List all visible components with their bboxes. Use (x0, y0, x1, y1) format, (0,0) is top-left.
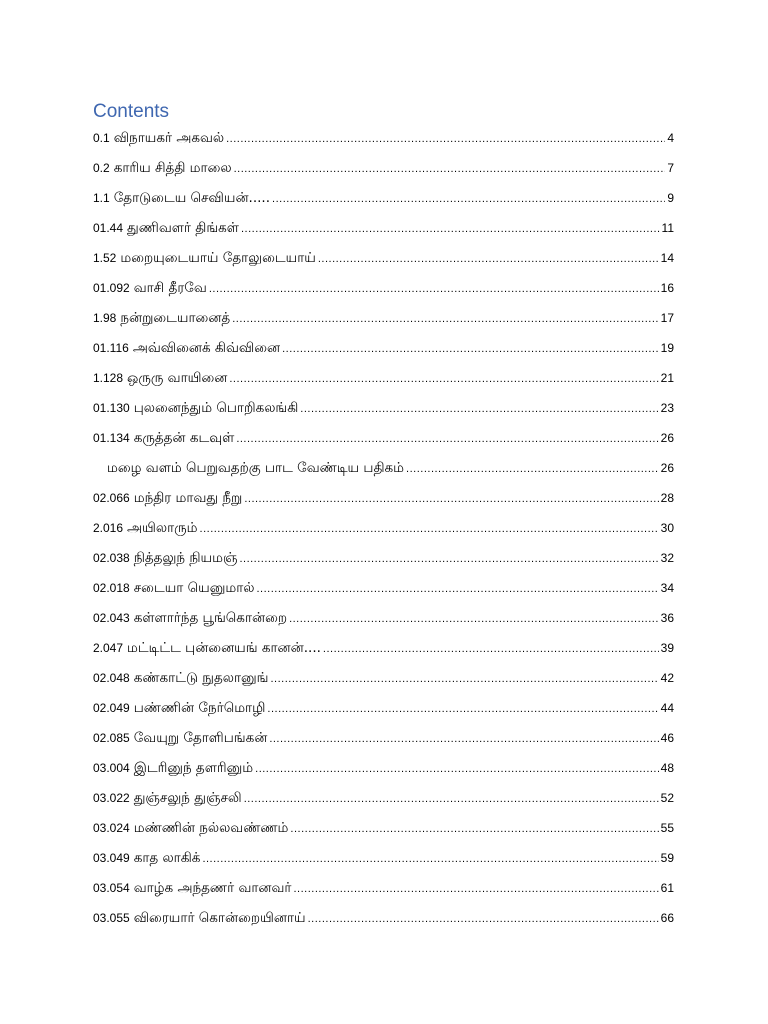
toc-entry-number: 02.043 (93, 611, 130, 625)
dot-leader (323, 643, 659, 655)
toc-heading: Contents (93, 101, 170, 122)
toc-entry-number: 2.016 (93, 521, 124, 535)
toc-entry-page: 61 (660, 881, 674, 895)
toc-entry[interactable] (93, 130, 674, 150)
toc-entry-number: 0.2 (93, 161, 110, 175)
toc-entry[interactable] (93, 790, 674, 810)
toc-entry-number: 02.049 (93, 701, 130, 715)
toc-entry-title: அவ்வினைக் கிவ்வினை (132, 340, 281, 356)
toc-entry-title: பண்ணின் நேர்மொழி (133, 700, 266, 716)
toc-entry-number: 1.52 (93, 251, 117, 265)
dot-leader (236, 433, 658, 445)
toc-entry-number: 1.98 (93, 311, 117, 325)
toc-entry[interactable] (93, 850, 674, 870)
toc-entry-page: 11 (661, 221, 674, 235)
dot-leader (209, 283, 659, 295)
dot-leader (244, 793, 659, 805)
toc-entry[interactable] (93, 880, 674, 900)
toc-entry-number: 03.024 (93, 821, 130, 835)
toc-entry-page: 55 (660, 821, 674, 835)
toc-entry[interactable] (93, 400, 674, 420)
toc-entry-title: வாழ்க அந்தணர் வானவர் (133, 880, 292, 896)
toc-entry-page: 52 (660, 791, 674, 805)
toc-entry[interactable] (93, 640, 674, 660)
toc-entry[interactable] (93, 280, 674, 300)
toc-entry-title: நன்றுடையானைத் (120, 310, 231, 326)
toc-entry-number: 1.128 (93, 371, 124, 385)
toc-entry-page: 4 (667, 131, 674, 145)
toc-entry-page: 14 (660, 251, 674, 265)
dot-leader (255, 763, 659, 775)
toc-entry-number: 03.055 (93, 911, 130, 925)
dot-leader (293, 883, 658, 895)
toc-entry-page: 48 (660, 761, 674, 775)
toc-entry-title: மறையுடையாய் தோலுடையாய் (120, 250, 316, 266)
toc-entry-number: 01.130 (93, 401, 130, 415)
dot-leader (272, 193, 665, 205)
toc-entry-page: 39 (660, 641, 674, 655)
dot-leader (232, 313, 658, 325)
toc-entry-number: 02.085 (93, 731, 130, 745)
toc-entry-title: வாசி தீரவே (133, 280, 207, 296)
toc-entry-title: ஒருரு வாயினை (127, 370, 228, 386)
toc-entry[interactable] (93, 550, 674, 570)
toc-entry[interactable] (93, 910, 674, 930)
toc-entry-number: 2.047 (93, 641, 124, 655)
toc-entry-page: 9 (667, 191, 674, 205)
toc-entry-page: 19 (660, 341, 674, 355)
toc-entry-title: மண்ணின் நல்லவண்ணம் (133, 820, 289, 836)
toc-entry-page: 59 (660, 851, 674, 865)
toc-entry-title: மந்திர மாவது நீறு (133, 490, 243, 506)
dot-leader (257, 583, 659, 595)
toc-entry-page: 30 (660, 521, 674, 535)
toc-entry-title: நித்தலுந் நியமஞ் (133, 550, 238, 566)
dot-leader (202, 853, 658, 865)
toc-entry-page: 16 (660, 281, 674, 295)
dot-leader (226, 133, 665, 145)
toc-entry-page: 21 (660, 371, 674, 385)
toc-entry-number: 03.004 (93, 761, 130, 775)
toc-entry-title: விரையார் கொன்றையினாய் (133, 910, 306, 926)
toc-entry-number: 01.44 (93, 221, 124, 235)
toc-entry-page: 17 (660, 311, 674, 325)
dot-leader (229, 373, 658, 385)
toc-entry-title: வேயுறு தோளிபங்கன் (133, 730, 268, 746)
toc-entry[interactable] (93, 490, 674, 510)
toc-entry-title: புலனைந்தும் பொறிகலங்கி (133, 400, 299, 416)
toc-entry-title: கண்காட்டு நுதலானுங் (133, 670, 269, 686)
toc-entry[interactable] (93, 760, 674, 780)
toc-entry-number: 02.038 (93, 551, 130, 565)
dot-leader (289, 613, 659, 625)
toc-entry-number: 1.1 (93, 191, 110, 205)
dot-leader (239, 553, 658, 565)
toc-entry-title: விநாயகர் அகவல் (113, 130, 225, 146)
dot-leader (269, 733, 658, 745)
dot-leader (308, 913, 659, 925)
toc-entry[interactable] (93, 340, 674, 360)
toc-entry-title: காரிய சித்தி மாலை (113, 160, 232, 176)
toc-entry-title: சடையா யெனுமால் (133, 580, 255, 596)
toc-entry-page: 34 (660, 581, 674, 595)
toc-entry[interactable] (93, 220, 674, 240)
toc-entry-number: 02.018 (93, 581, 130, 595)
toc-entry-title: மழை வளம் பெறுவதற்கு பாட வேண்டிய பதிகம் (107, 460, 405, 476)
dot-leader (290, 823, 658, 835)
toc-entry-title: கள்ளார்ந்த பூங்கொன்றை (133, 610, 288, 626)
toc-entry[interactable] (93, 730, 674, 750)
toc-entry-number: 03.022 (93, 791, 130, 805)
toc-entry[interactable] (93, 160, 674, 180)
toc-entry-number: 02.066 (93, 491, 130, 505)
toc-entry-page: 26 (660, 461, 674, 475)
toc-entry-page: 26 (660, 431, 674, 445)
toc-entry-number: 01.134 (93, 431, 130, 445)
dot-leader (406, 463, 659, 475)
toc-entry[interactable] (93, 250, 674, 270)
toc-entry[interactable] (93, 820, 674, 840)
toc-entry[interactable] (93, 670, 674, 690)
toc-entry[interactable] (93, 520, 674, 540)
toc-entry[interactable] (93, 430, 674, 450)
toc-entry[interactable] (93, 610, 674, 630)
toc-entry[interactable] (93, 460, 674, 480)
toc-entry-page: 46 (660, 731, 674, 745)
toc-entry-page: 66 (660, 911, 674, 925)
toc-entry-title: இடரினுந் தளரினும் (133, 760, 254, 776)
toc-entry-page: 7 (667, 161, 674, 175)
toc-entry-page: 32 (660, 551, 674, 565)
toc-entry-title: காத லாகிக் (133, 850, 201, 866)
toc-entry-title: துணிவளர் திங்கள் (127, 220, 239, 236)
toc-entry-page: 44 (660, 701, 674, 715)
toc-entry-number: 01.116 (93, 341, 129, 355)
toc-entry-page: 23 (660, 401, 674, 415)
toc-entry-number: 03.049 (93, 851, 130, 865)
toc-entry[interactable] (93, 310, 674, 330)
dot-leader (200, 523, 659, 535)
dot-leader (241, 223, 660, 235)
dot-leader (300, 403, 658, 415)
toc-entry-page: 42 (660, 671, 674, 685)
toc-entry-number: 01.092 (93, 281, 130, 295)
toc-entry-title: கருத்தன் கடவுள் (133, 430, 235, 446)
toc-entry-title: மட்டிட்ட புன்னையங் கானன்.... (127, 640, 321, 656)
dot-leader (234, 163, 666, 175)
toc-entry[interactable] (93, 190, 674, 210)
dot-leader (318, 253, 659, 265)
toc-entry[interactable] (93, 700, 674, 720)
toc-entry[interactable] (93, 370, 674, 390)
dot-leader (244, 493, 658, 505)
toc-entry-title: தோடுடைய செவியன்..... (113, 190, 271, 206)
toc-entry-title: அயிலாரும் (127, 520, 198, 536)
dot-leader (267, 703, 658, 715)
toc-entry-page: 36 (660, 611, 674, 625)
toc-entry-number: 03.054 (93, 881, 130, 895)
dot-leader (282, 343, 659, 355)
dot-leader (271, 673, 659, 685)
toc-entry-number: 02.048 (93, 671, 130, 685)
toc-entry-title: துஞ்சலுந் துஞ்சலி (133, 790, 242, 806)
toc-entry-number: 0.1 (93, 131, 110, 145)
toc-entry-page: 28 (660, 491, 674, 505)
toc-entry[interactable] (93, 580, 674, 600)
